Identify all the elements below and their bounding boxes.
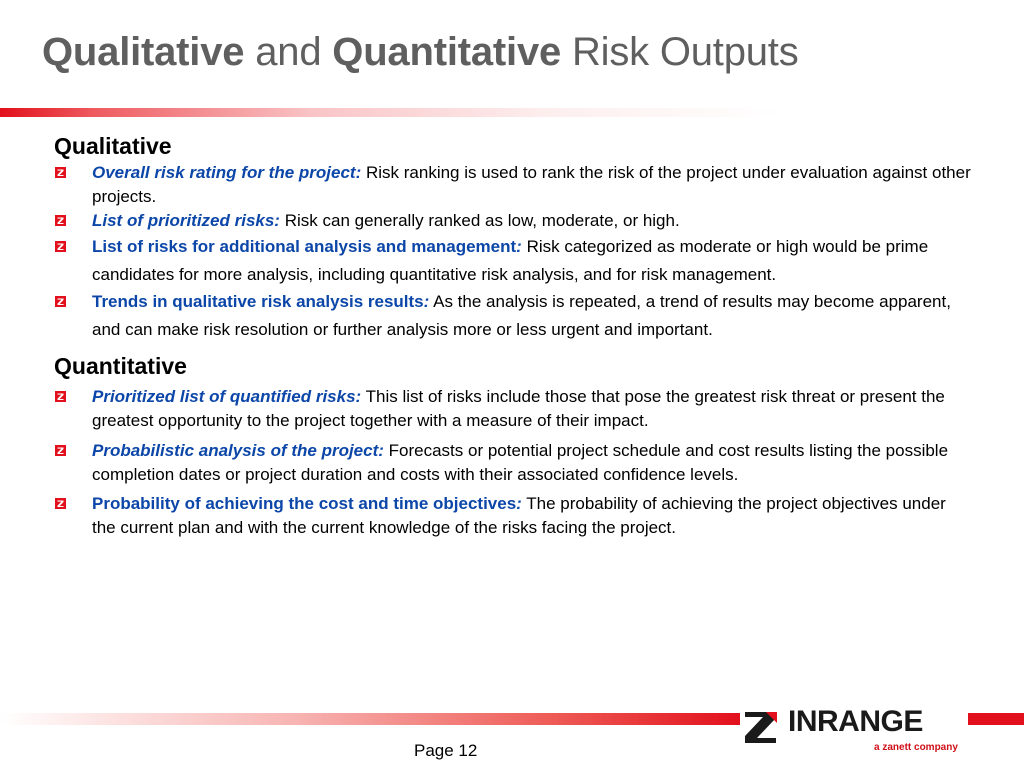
quantitative-list bbox=[54, 385, 974, 540]
item-lead: List of prioritized risks: bbox=[92, 211, 280, 230]
z-logo-bullet-icon bbox=[55, 241, 66, 252]
footer-divider-right bbox=[968, 713, 1024, 725]
list-item bbox=[54, 161, 974, 209]
list-item bbox=[54, 385, 974, 433]
title-part-qualitative: Qualitative bbox=[42, 30, 245, 74]
page-number: Page 12 bbox=[414, 741, 478, 760]
title-part-risk-outputs: Risk Outputs bbox=[561, 30, 799, 74]
item-colon: : bbox=[423, 292, 430, 311]
item-lead: List of risks for additional analysis and management bbox=[92, 237, 517, 256]
company-logo-wordmark: INRANGE bbox=[788, 705, 923, 738]
item-lead: Probability of achieving the cost and time objectives bbox=[92, 494, 517, 513]
list-item bbox=[54, 288, 974, 343]
item-colon: : bbox=[516, 237, 522, 256]
title-part-quantitative: Quantitative bbox=[332, 30, 562, 74]
item-body: The probability of achieving the project objectives under the current plan and with the current knowledge of the risks facing the project. bbox=[92, 494, 946, 537]
z-logo-bullet-icon bbox=[55, 445, 66, 456]
item-lead: Probabilistic analysis of the project: bbox=[92, 441, 384, 460]
slide-title bbox=[42, 30, 799, 75]
company-logo-tagline: a zanett company bbox=[874, 742, 958, 753]
list-item bbox=[54, 492, 974, 540]
z-logo-bullet-icon bbox=[55, 391, 66, 402]
title-divider bbox=[0, 108, 780, 117]
item-lead: Trends in qualitative risk analysis results bbox=[92, 292, 424, 311]
item-lead: Overall risk rating for the project: bbox=[92, 163, 362, 182]
item-colon: : bbox=[516, 494, 522, 513]
z-logo-bullet-icon bbox=[55, 215, 66, 226]
qualitative-heading: Qualitative bbox=[54, 133, 172, 159]
list-item bbox=[54, 209, 974, 233]
z-logo-bullet-icon bbox=[55, 498, 66, 509]
slide-content bbox=[54, 131, 974, 540]
item-body: Forecasts or potential project schedule and cost results listing the possible completion dates or project duration and costs with their associated confidence levels. bbox=[92, 441, 949, 484]
footer-divider bbox=[0, 713, 740, 725]
item-body: This list of risks include those that pose the greatest risk threat or present the greatest opportunity to the project together with a measure of their impact. bbox=[92, 387, 945, 430]
zanett-z-logo-icon bbox=[742, 708, 780, 746]
item-lead: Prioritized list of quantified risks: bbox=[92, 387, 362, 406]
item-body: Risk can generally ranked as low, moderate, or high. bbox=[279, 211, 680, 230]
z-logo-bullet-icon bbox=[55, 296, 66, 307]
title-part-and: and bbox=[244, 30, 333, 74]
z-logo-bullet-icon bbox=[55, 167, 66, 178]
item-body: As the analysis is repeated, a trend of results may become apparent, and can make risk resolution or further analysis more or less urgent and important. bbox=[92, 292, 951, 339]
item-body: Risk categorized as moderate or high would be prime candidates for more analysis, including quantitative risk analysis, and for risk management. bbox=[92, 237, 929, 284]
qualitative-list bbox=[54, 161, 974, 343]
quantitative-heading: Quantitative bbox=[54, 353, 187, 379]
list-item bbox=[54, 233, 974, 288]
list-item bbox=[54, 439, 974, 487]
item-body: Risk ranking is used to rank the risk of the project under evaluation against other projects. bbox=[92, 163, 971, 206]
